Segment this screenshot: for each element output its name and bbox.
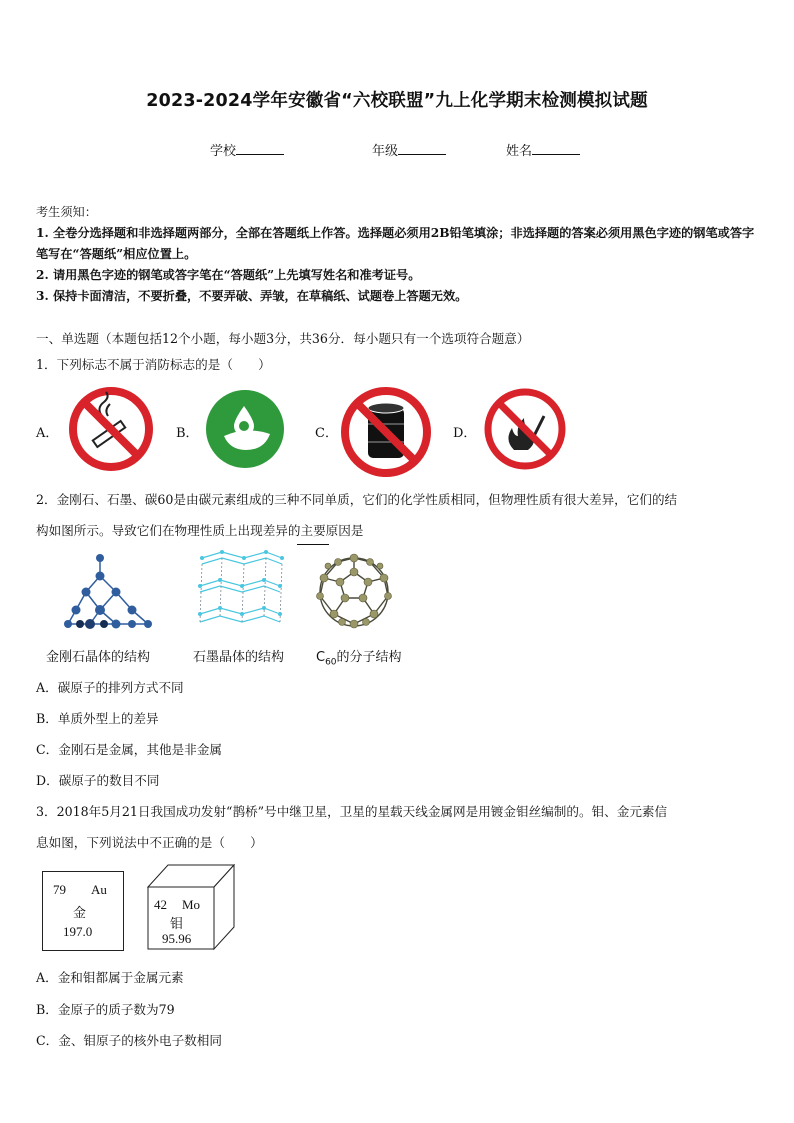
grade-label: 年级 bbox=[372, 144, 399, 159]
notice-heading: 考生须知： bbox=[36, 205, 97, 219]
question-3-stem-line1: 3．2018年5月21日我国成功发射“鹊桥”号中继卫星，卫星的星载天线金属网是用镀金钼丝编制的。钼、金元素信 bbox=[36, 804, 668, 819]
element-mass: 197.0 bbox=[63, 924, 93, 939]
no-open-flame-sign-icon[interactable] bbox=[484, 388, 566, 470]
school-blank[interactable] bbox=[236, 142, 284, 155]
answer-blank[interactable] bbox=[297, 544, 329, 545]
name-field bbox=[506, 140, 580, 159]
question-1-stem: 1．下列标志不属于消防标志的是（ ） bbox=[36, 357, 271, 372]
q2-option-a[interactable]: A．碳原子的排列方式不同 bbox=[36, 680, 184, 695]
q1-option-d-label[interactable]: D． bbox=[453, 426, 477, 441]
element-symbol: Mo bbox=[182, 897, 201, 912]
question-3-stem-line2: 息如图，下列说法中不正确的是（ ） bbox=[36, 835, 263, 850]
notice-item: 2. 请用黑色字迹的钢笔或答字笔在“答题纸”上先填写姓名和准考证号。 bbox=[36, 268, 421, 282]
notice-item: 1. 全卷分选择题和非选择题两部分，全部在答题纸上作答。选择题必须用2B铅笔填涂；非选择题的答案必须用黑色字迹的钢笔或答字笔写在“答题纸”相应位置上。 bbox=[36, 226, 755, 261]
section-heading: 一、单选题（本题包括12个小题，每小题3分，共36分．每小题只有一个选项符合题意） bbox=[36, 331, 530, 346]
exam-notice bbox=[36, 202, 760, 307]
element-mass: 95.96 bbox=[162, 931, 192, 946]
q1-option-c-label[interactable]: C． bbox=[315, 426, 338, 441]
q2-option-c[interactable]: C．金刚石是金属，其他是非金属 bbox=[36, 742, 222, 757]
q1-option-b-label[interactable]: B． bbox=[176, 426, 199, 441]
graphite-caption: 石墨晶体的结构 bbox=[193, 650, 285, 665]
q3-option-b[interactable]: B．金原子的质子数为79 bbox=[36, 1002, 175, 1017]
question-2-stem-line1: 2．金刚石、石墨、碳60是由碳元素组成的三种不同单质，它们的化学性质相同，但物理性质有很大差异，它们的结 bbox=[36, 492, 678, 507]
q3-option-c[interactable]: C．金、钼原子的核外电子数相同 bbox=[36, 1033, 222, 1048]
q1-option-a-label[interactable]: A． bbox=[36, 426, 59, 441]
graphite-structure-image bbox=[196, 550, 286, 632]
q3-option-a[interactable]: A．金和钼都属于金属元素 bbox=[36, 970, 184, 985]
q2-option-b[interactable]: B．单质外型上的差异 bbox=[36, 711, 159, 726]
element-name: 钼 bbox=[170, 916, 184, 931]
no-smoking-sign-icon[interactable] bbox=[68, 386, 154, 472]
element-name: 金 bbox=[73, 905, 87, 920]
grade-blank[interactable] bbox=[398, 142, 446, 155]
element-number: 79 bbox=[53, 882, 66, 897]
name-label: 姓名 bbox=[506, 144, 533, 159]
school-field bbox=[210, 140, 284, 159]
gold-element-card bbox=[42, 871, 124, 951]
q2-option-d[interactable]: D．碳原子的数目不同 bbox=[36, 773, 160, 788]
no-flammables-sign-icon[interactable] bbox=[340, 386, 432, 478]
page-title: 2023-2024学年安徽省“六校联盟”九上化学期末检测模拟试题 bbox=[146, 91, 648, 111]
element-symbol: Au bbox=[91, 882, 107, 897]
school-label: 学校 bbox=[210, 144, 237, 159]
element-number: 42 bbox=[154, 897, 167, 912]
diamond-structure-image bbox=[60, 552, 160, 634]
c60-caption: $C_{60}$的分子结构 bbox=[316, 650, 402, 668]
water-saving-sign-icon[interactable] bbox=[204, 388, 286, 470]
molybdenum-element-card bbox=[148, 887, 214, 949]
name-blank[interactable] bbox=[532, 142, 580, 155]
grade-field bbox=[372, 140, 446, 159]
notice-item: 3. 保持卡面清洁，不要折叠，不要弄破、弄皱，在草稿纸、试题卷上答题无效。 bbox=[36, 289, 468, 303]
question-2-stem-line2: 构如图所示。导致它们在物理性质上出现差异的主要原因是 bbox=[36, 523, 364, 538]
diamond-caption: 金刚石晶体的结构 bbox=[46, 650, 151, 665]
c60-structure-image bbox=[312, 548, 396, 636]
